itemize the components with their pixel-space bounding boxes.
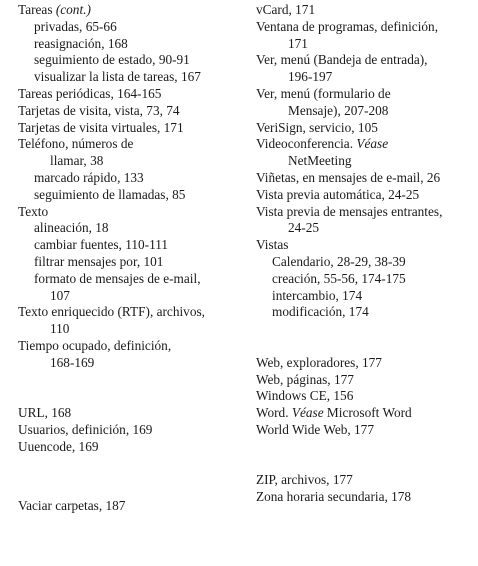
index-entry-text: Viñetas, en mensajes de e-mail, 26 (256, 169, 441, 185)
index-entry-text: creación, 55-56, 174-175 (272, 270, 406, 286)
index-subentry (18, 220, 246, 237)
index-entry-text: seguimiento de llamadas, 85 (34, 186, 186, 202)
index-subentry (256, 103, 472, 120)
index-entry-text: visualizar la lista de tareas, 167 (34, 69, 201, 85)
index-subentry (256, 271, 472, 288)
index-subentry (256, 254, 472, 271)
index-subentry (18, 254, 246, 271)
index-entry-text: URL, 168 (18, 405, 72, 421)
index-entry-text: Ver, menú (formulario de (256, 85, 391, 101)
index-entry-text: Ver, menú (Bandeja de entrada), (256, 52, 428, 68)
index-entry-text: Mensaje), 207-208 (288, 102, 389, 118)
index-column-left (18, 2, 246, 514)
index-entry (256, 422, 472, 439)
index-entry (256, 19, 472, 36)
index-entry (256, 120, 472, 137)
index-entry-text: seguimiento de estado, 90-91 (34, 52, 190, 68)
index-entry-text: 107 (50, 287, 70, 303)
index-entry (18, 439, 246, 456)
index-entry-text: Tareas periódicas, 164-165 (18, 85, 162, 101)
index-entry (18, 422, 246, 439)
index-subentry (18, 69, 246, 86)
index-entry (256, 52, 472, 69)
index-entry-text: Windows CE, 156 (256, 388, 354, 404)
index-subentry (256, 153, 472, 170)
index-entry (18, 204, 246, 221)
index-entry-text: privadas, 65-66 (34, 18, 117, 34)
index-entry (256, 237, 472, 254)
index-entry (256, 187, 472, 204)
index-subentry (18, 52, 246, 69)
index-subentry (18, 355, 246, 372)
index-entry-text: 171 (288, 35, 308, 51)
index-subentry (18, 271, 246, 288)
index-spacer (18, 456, 246, 498)
index-entry-text: Tarjetas de visita, vista, 73, 74 (18, 102, 180, 118)
index-subentry (256, 69, 472, 86)
index-subentry (256, 36, 472, 53)
index-entry-text: ZIP, archivos, 177 (256, 472, 353, 488)
index-entry-text: 110 (50, 321, 70, 337)
index-spacer (18, 372, 246, 406)
index-entry-text: modificación, 174 (272, 304, 369, 320)
index-entry-crossref: Véase (356, 136, 389, 152)
index-entry-text: Texto enriquecido (RTF), archivos, (18, 304, 205, 320)
index-entry-text: marcado rápido, 133 (34, 169, 144, 185)
index-entry-tail: Microsoft Word (323, 405, 412, 421)
index-entry-text: intercambio, 174 (272, 287, 363, 303)
index-entry (256, 355, 472, 372)
index-subentry (18, 36, 246, 53)
index-entry (256, 2, 472, 19)
index-entry-text: Vistas (256, 237, 289, 253)
index-entry (18, 2, 246, 19)
index-spacer (256, 321, 472, 355)
index-entry (18, 338, 246, 355)
index-entry-crossref: (cont.) (55, 2, 91, 17)
index-entry-text: cambiar fuentes, 110-111 (34, 237, 169, 253)
index-column-right (256, 2, 472, 506)
index-entry-text: formato de mensajes de e-mail, (34, 270, 201, 286)
index-entry-text: Word. (256, 405, 292, 421)
index-entry-text: filtrar mensajes por, 101 (34, 253, 164, 269)
index-entry (18, 304, 246, 321)
index-subentry (18, 187, 246, 204)
index-entry-text: Teléfono, números de (18, 136, 134, 152)
index-entry-text: Web, exploradores, 177 (256, 354, 382, 370)
index-entry (256, 472, 472, 489)
index-entry-text: alineación, 18 (34, 220, 109, 236)
index-entry (256, 170, 472, 187)
index-entry-text: reasignación, 168 (34, 35, 128, 51)
index-subentry (18, 321, 246, 338)
index-entry (256, 388, 472, 405)
index-entry (256, 405, 472, 422)
index-entry-text: Usuarios, definición, 169 (18, 421, 153, 437)
index-entry-text: Texto (18, 203, 49, 219)
index-entry-text: Ventana de programas, definición, (256, 18, 439, 34)
index-entry-text: 196-197 (288, 69, 333, 85)
index-entry (18, 120, 246, 137)
index-entry-text: llamar, 38 (50, 153, 104, 169)
index-subentry (18, 170, 246, 187)
index-entry-text: VeriSign, servicio, 105 (256, 119, 378, 135)
index-entry-text: vCard, 171 (256, 2, 316, 17)
index-spacer (256, 439, 472, 473)
index-entry (256, 372, 472, 389)
index-entry-text: World Wide Web, 177 (256, 421, 374, 437)
index-entry-text: 24-25 (288, 220, 320, 236)
index-entry (18, 136, 246, 153)
index-entry-text: Vaciar carpetas, 187 (18, 497, 126, 513)
index-subentry (18, 288, 246, 305)
index-subentry (256, 288, 472, 305)
index-entry (256, 136, 472, 153)
index-entry-text: Web, páginas, 177 (256, 371, 354, 387)
index-entry-text: Vista previa de mensajes entrantes, (256, 203, 443, 219)
index-entry (18, 498, 246, 515)
index-entry-text: 168-169 (50, 354, 95, 370)
index-entry-text: Tareas (18, 2, 56, 17)
index-subentry (256, 304, 472, 321)
index-entry-text: Tarjetas de visita virtuales, 171 (18, 119, 184, 135)
index-subentry (18, 19, 246, 36)
index-subentry (18, 237, 246, 254)
index-entry (256, 86, 472, 103)
index-entry-text: Tiempo ocupado, definición, (18, 337, 172, 353)
index-subentry (18, 153, 246, 170)
index-entry-text: Uuencode, 169 (18, 438, 99, 454)
index-entry-text: Videoconferencia. (256, 136, 357, 152)
index-subentry (256, 220, 472, 237)
index-entry (256, 204, 472, 221)
index-entry-text: Calendario, 28-29, 38-39 (272, 253, 406, 269)
index-entry (18, 103, 246, 120)
index-entry-crossref: Véase (291, 405, 324, 421)
index-entry (18, 405, 246, 422)
index-entry (18, 86, 246, 103)
index-entry (256, 489, 472, 506)
index-entry-text: Zona horaria secundaria, 178 (256, 489, 412, 505)
index-entry-text: Vista previa automática, 24-25 (256, 186, 420, 202)
index-entry-text: NetMeeting (288, 153, 352, 169)
